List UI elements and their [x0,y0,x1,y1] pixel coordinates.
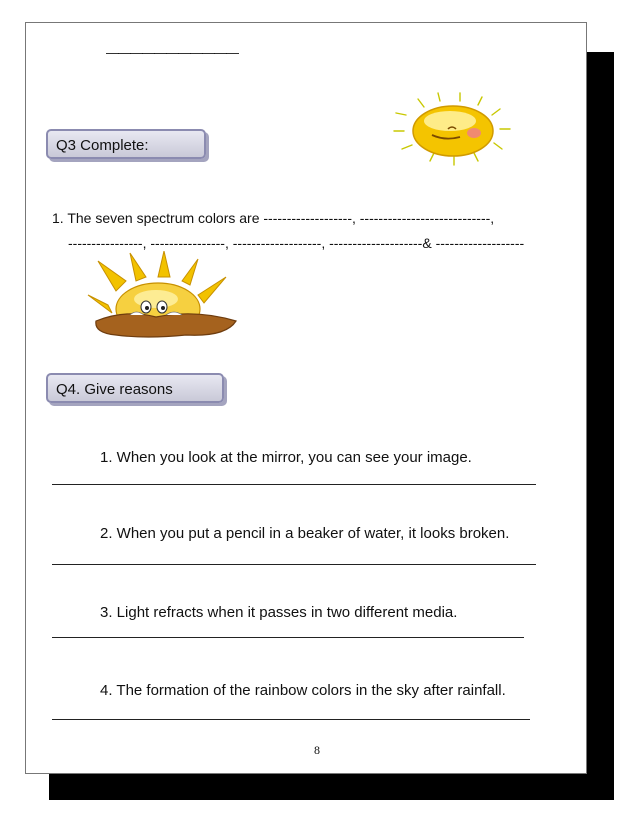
q4-item-2: 2. When you put a pencil in a beaker of water, it looks broken. [100,525,510,542]
q4-item-4: 4. The formation of the rainbow colors in the sky after rainfall. [100,682,506,699]
answer-line-2 [52,564,536,565]
peeking-sun-icon [86,251,246,341]
smiling-sun-icon [390,91,520,169]
q4-item-1: 1. When you look at the mirror, you can see your image. [100,449,472,466]
q4-item-3: 3. Light refracts when it passes in two different media. [100,604,458,621]
worksheet-page [25,22,587,774]
answer-line-4 [52,719,530,720]
answer-line-3 [52,637,524,638]
q3-item1-line2: ----------------, ----------------, -------------------, --------------------& ------------------- [68,235,525,251]
answer-line-1 [52,484,536,485]
q3-item1-line1: 1. The seven spectrum colors are -------------------, ----------------------------, [52,210,495,226]
q4-label: Q4. Give reasons [46,373,224,403]
q3-label: Q3 Complete: [46,129,206,159]
top-answer-line: ——————————— [106,45,238,60]
page-number: 8 [314,743,320,757]
